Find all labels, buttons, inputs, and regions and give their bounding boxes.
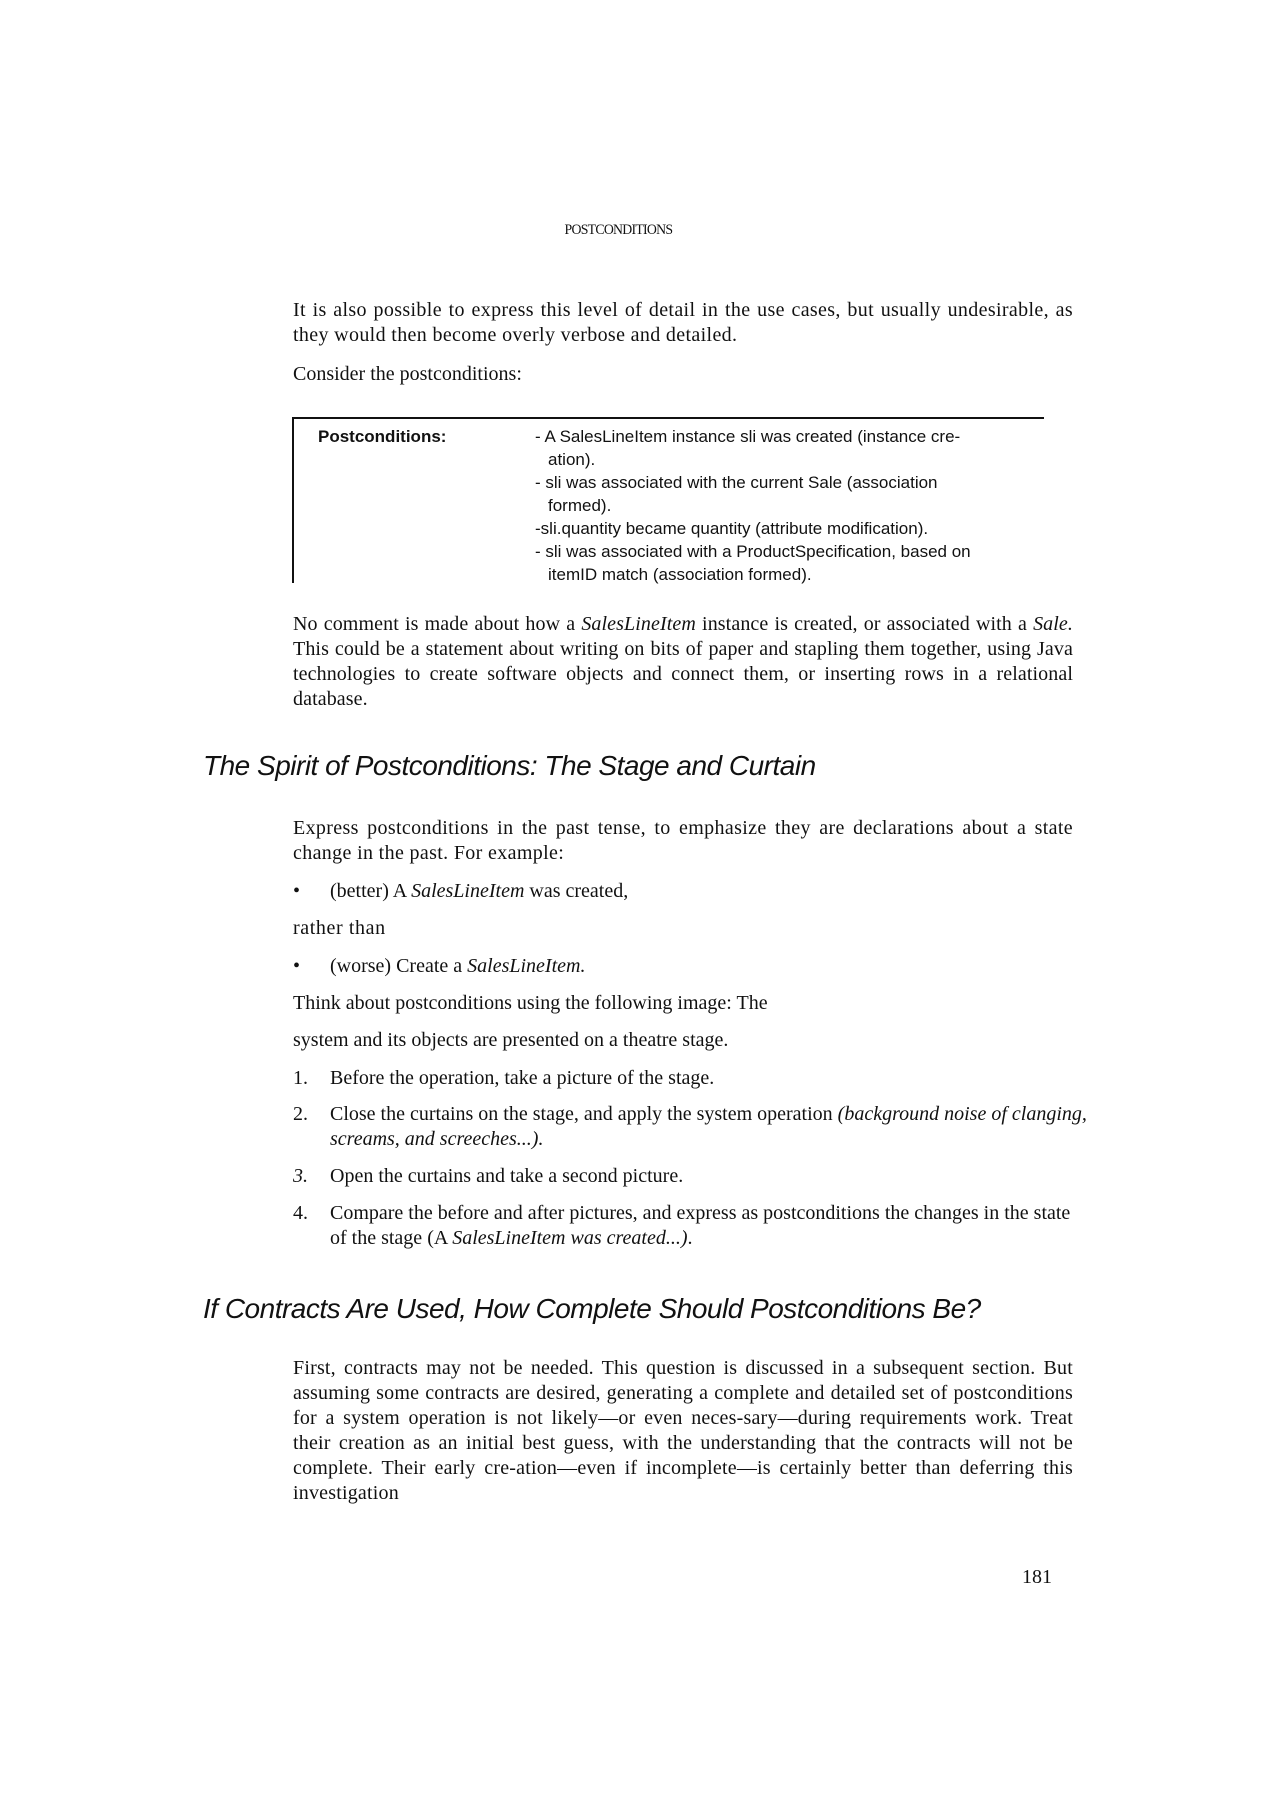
intro-paragraph-2 [293,362,1073,387]
postcondition-item [535,471,1035,517]
bullet-icon: • [293,955,301,977]
postcondition-item [535,517,1035,540]
running-head [49,222,1220,239]
postcondition-item-text: - sli was associated with the current Sale (association [535,473,938,492]
intro-paragraph-1 [293,298,1073,348]
postcondition-item-continuation: ation). [548,450,596,469]
running-head-text: POSTCONDITIONS [564,222,673,238]
step-number: 2. [293,1103,308,1125]
section-heading-contracts-completeness: If Contracts Are Used, How Complete Should Postconditions Be? [203,1293,981,1324]
section-1-intro [293,816,1073,866]
postconditions-label: Postconditions: [318,427,447,446]
text-run: Close the curtains on the stage, and apply the system operation [330,1103,838,1125]
postcondition-item-continuation: formed). [548,496,612,515]
postconditions-box [292,417,1044,583]
postcondition-item [535,540,1035,586]
rather-than-line: rather than [293,917,386,939]
class-name-emphasis: SalesLineItem [411,880,525,902]
bullet-better [293,879,628,904]
step-emphasis: (background noise of clanging, screams, and screeches...). [330,1103,1087,1150]
postcondition-item [535,425,1035,471]
step-4 [293,1201,1083,1251]
intro-paragraph-2-text: Consider the postconditions: [293,363,522,385]
page-number: 181 [1022,1566,1052,1588]
section-1-intro-text: Express postconditions in the past tense, to emphasize they are declarations about a state change in the past. For example: [293,817,1073,864]
step-number: 3. [293,1165,308,1187]
postcondition-item-text: - A SalesLineItem instance sli was created (instance cre- [535,427,961,446]
step-text [330,1102,1103,1152]
text-run: This could be a statement about writing on bits of paper and stapling them together, using Java technologies to create software objects and connect them, or inserting rows in a relational database. [293,638,1073,710]
intro-paragraph-1-text: It is also possible to express this level of detail in the use cases, but usually undesirable, as they would then become overly verbose and detailed. [293,299,1073,346]
section-2-paragraph [293,1356,1073,1506]
text-run: (worse) Create a [330,955,468,977]
text-run: was created, [524,880,629,902]
class-name-emphasis: SalesLineItem [581,613,696,635]
step-text [330,1066,1073,1091]
text-run: Compare the before and after pictures, and express as postconditions the changes in the state of the stage (A [330,1202,1071,1249]
comment-paragraph [293,612,1073,712]
text-run: Open the curtains and take a second picture. [330,1165,684,1187]
step-2 [293,1102,1103,1152]
step-3 [293,1164,1073,1189]
text-run: Before the operation, take a picture of the stage. [330,1067,715,1089]
postcondition-item-text: -sli.quantity became quantity (attribute modification). [535,519,929,538]
step-number: 1. [293,1067,308,1089]
text-run: instance is created, or associated with a [695,613,1034,635]
step-text [330,1164,1073,1189]
comment-paragraph-text [293,612,1073,712]
bullet-worse [293,954,585,979]
think-line-2: system and its objects are presented on a theatre stage. [293,1029,729,1051]
step-number: 4. [293,1202,308,1224]
postcondition-item-continuation: itemID match (association formed). [548,565,812,584]
bullet-icon: • [293,880,301,902]
step-text [330,1201,1083,1251]
text-run: No comment is made about how a [293,613,582,635]
postconditions-list [535,425,1035,586]
class-name-emphasis: Sale. [1033,613,1073,635]
postcondition-item-text: - sli was associated with a ProductSpecification, based on [535,542,971,561]
step-1 [293,1066,1073,1091]
text-run: (better) A [330,880,412,902]
class-name-emphasis: SalesLineItem. [467,955,586,977]
step-emphasis: SalesLineItem was created...) [452,1227,688,1249]
section-2-paragraph-text: First, contracts may not be needed. This question is discussed in a subsequent section. But assuming some contracts are desired, generating a complete and detailed set of postconditions for a system operation is not likely—or even neces-sary—during requirements work. Treat their creation as an initial best guess, with the understanding that the contracts will not be complete. Their early cre-ation—even if incomplete—is certainly better than deferring this investigation [293,1357,1073,1504]
section-heading-stage-and-curtain: The Spirit of Postconditions: The Stage and Curtain [203,750,816,781]
text-run: . [687,1227,693,1249]
think-line-1: Think about postconditions using the following image: The [293,992,768,1014]
